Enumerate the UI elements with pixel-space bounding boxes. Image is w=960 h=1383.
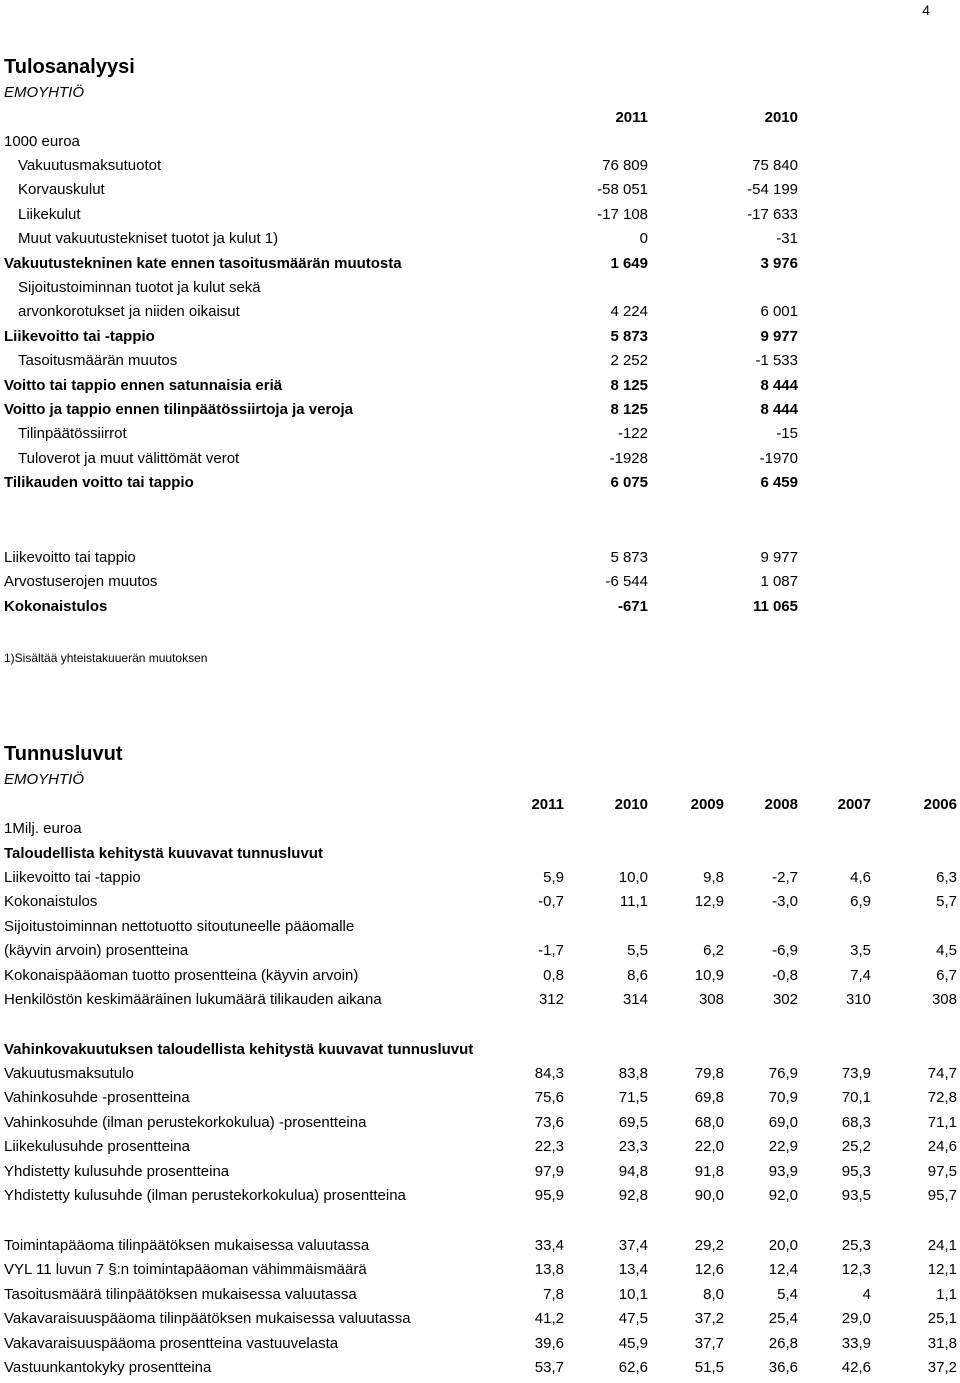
row-value: 5,4 [777,1285,798,1303]
row-value: 10,1 [618,1285,648,1303]
row-value: 68,0 [694,1113,724,1131]
row-label: Toimintapääoma tilinpäätöksen mukaisessa valuutassa [4,1237,370,1254]
row-label: Sijoitustoiminnan nettotuotto sitoutuneelle pääomalle [4,917,355,935]
row-value: 26,8 [768,1334,798,1352]
tulos-footnote: 1)Sisältää yhteistakuuerän muutoksen [4,651,208,665]
row-value: 12,1 [927,1261,957,1279]
row-label: Vakuutusmaksutuotot [18,157,162,174]
row-value: -58 051 [597,181,648,199]
table-row [0,352,960,376]
row-value: 22,0 [694,1138,724,1156]
row-value: 1,1 [936,1285,957,1303]
row-value: 69,8 [694,1089,724,1107]
row-value: 8 125 [610,401,648,418]
row-value: 41,2 [534,1310,564,1328]
table-row [0,991,960,1015]
row-value: 97,5 [927,1162,957,1180]
tulos-year-header-2010: 2010 [764,109,798,126]
row-value: 33,9 [841,1334,871,1352]
row-value: 12,4 [768,1261,798,1279]
row-value: 3,5 [850,942,871,960]
row-value: 7,4 [850,966,871,984]
row-value: 314 [622,991,648,1008]
table-row [0,1163,960,1187]
row-value: 73,9 [841,1065,871,1082]
row-value: 68,3 [841,1113,871,1131]
table-row [0,1065,960,1089]
row-label: arvonkorotukset ja niiden oikaisut [18,303,240,321]
row-value: 95,9 [534,1187,564,1204]
row-value: -17 633 [747,205,798,223]
table-row [0,967,960,991]
table-row [0,474,960,498]
row-value: -122 [617,425,648,443]
row-label: (käyvin arvoin) prosentteina [4,942,189,960]
table-row [0,328,960,352]
row-value: -1 533 [755,352,798,370]
row-value: 5 873 [610,549,648,566]
row-label: Voitto tai tappio ennen satunnaisia eriä [4,376,283,394]
row-value: 9 977 [760,549,798,566]
row-value: 24,1 [927,1237,957,1254]
row-value: 93,9 [768,1162,798,1180]
row-label: Liikekulusuhde prosentteina [4,1138,190,1156]
tunnus-section1-title: Taloudellista kehitystä kuuvavat tunnusluvut [4,845,323,862]
row-value: 37,2 [927,1359,957,1376]
table-row [0,893,960,917]
row-value: 73,6 [534,1113,564,1131]
year-header: 2011 [531,796,564,813]
row-value: 4,5 [936,942,957,960]
row-value: -6 544 [605,573,648,591]
row-value: -0,7 [538,893,564,911]
row-value: 29,2 [694,1237,724,1254]
row-value: 92,8 [618,1187,648,1204]
row-value: 22,9 [768,1138,798,1156]
row-value: 8 444 [760,376,798,394]
table-row [0,303,960,327]
row-value: 45,9 [618,1334,648,1352]
row-value: 0 [639,230,648,248]
table-row [0,230,960,254]
row-value: 12,6 [694,1261,724,1279]
row-value: 4,6 [850,869,871,886]
row-value: 25,1 [927,1310,957,1328]
row-label: Liikevoitto tai tappio [4,549,136,566]
row-label: Vahinkosuhde (ilman perustekorkokulua) -prosentteina [4,1113,367,1131]
row-value: 29,0 [841,1310,871,1328]
row-value: -6,9 [772,942,798,960]
row-value: 8 125 [610,376,648,394]
row-value: 5,7 [936,893,957,911]
row-value: 312 [538,991,564,1008]
row-value: 94,8 [618,1162,648,1180]
row-value: 13,8 [534,1261,564,1279]
table-row [0,255,960,279]
table-row [0,425,960,449]
row-value: 69,5 [618,1113,648,1131]
row-value: 4 224 [610,303,648,321]
row-label: Vakuutusmaksutulo [4,1065,134,1082]
row-value: 13,4 [618,1261,648,1279]
row-label: Vastuunkantokyky prosentteina [4,1359,212,1376]
row-value: 97,9 [534,1162,564,1180]
row-value: 84,3 [534,1065,564,1082]
tulos-title: Tulosanalyysi [4,56,135,78]
row-value: 47,5 [618,1310,648,1328]
table-row [0,1187,960,1211]
row-label: Liikevoitto tai -tappio [4,327,155,345]
row-value: 20,0 [768,1237,798,1254]
row-value: 8 444 [760,401,798,418]
row-value: 4 [862,1285,871,1303]
row-value: -671 [617,597,648,615]
row-value: 91,8 [694,1162,724,1180]
row-value: -1,7 [538,942,564,960]
row-label: Tilinpäätössiirrot [18,425,127,443]
row-value: 308 [931,991,957,1008]
row-value: 24,6 [927,1138,957,1156]
row-value: 6 075 [610,474,648,492]
tunnus-subtitle: EMOYHTIÖ [4,771,85,788]
row-label: Tasoitusmäärän muutos [18,352,178,370]
table-row [0,1089,960,1113]
row-value: 6 001 [760,303,798,321]
row-value: 95,3 [841,1162,871,1180]
row-value: 79,8 [694,1065,724,1082]
row-label: Voitto ja tappio ennen tilinpäätössiirtoja ja veroja [4,401,353,418]
row-value: -1928 [609,449,648,467]
table-row [0,1261,960,1285]
row-value: 90,0 [694,1187,724,1204]
row-value: 70,9 [768,1089,798,1107]
table-row [0,377,960,401]
table-row [0,1114,960,1138]
row-value: -54 199 [747,181,798,199]
row-value: 5,9 [543,869,564,886]
row-value: 12,9 [694,893,724,911]
table-row [0,1310,960,1334]
row-value: -17 108 [597,205,648,223]
row-value: 23,3 [618,1138,648,1156]
table-row [0,549,960,573]
row-value: 11,1 [619,893,648,911]
row-value: 71,1 [927,1113,957,1131]
table-row [0,598,960,622]
table-row [0,918,960,942]
year-header: 2010 [614,796,648,813]
row-value: 75 840 [752,157,798,174]
row-value: 2 252 [610,352,648,370]
table-row [0,1335,960,1359]
tulos-unit: 1000 euroa [4,133,80,150]
row-value: 53,7 [534,1359,564,1376]
row-value: 37,7 [694,1334,724,1352]
table-row [0,279,960,303]
row-value: 1 649 [610,254,648,272]
row-value: -1970 [759,449,798,467]
row-label: Tilikauden voitto tai tappio [4,474,194,492]
row-label: Kokonaispääoman tuotto prosentteina (käyvin arvoin) [4,966,359,984]
table-row [0,1286,960,1310]
row-label: Liikevoitto tai -tappio [4,869,141,886]
tunnus-unit: 1Milj. euroa [4,820,82,837]
row-label: VYL 11 luvun 7 §:n toimintapääoman vähimmäismäärä [4,1261,367,1279]
row-value: -3,0 [772,893,798,911]
row-value: 9,8 [703,869,724,886]
row-value: -2,7 [772,869,798,886]
row-value: 71,5 [618,1089,648,1107]
row-value: 3 976 [760,254,798,272]
row-label: Henkilöstön keskimääräinen lukumäärä tilikauden aikana [4,991,382,1008]
row-value: 8,6 [627,966,648,984]
row-value: 33,4 [534,1237,564,1254]
tulos-subtitle: EMOYHTIÖ [4,84,85,101]
row-value: 6,9 [850,893,871,911]
row-value: 7,8 [543,1285,564,1303]
row-value: 0,8 [543,966,564,984]
row-value: -15 [776,425,798,443]
row-value: 6,3 [936,869,957,886]
row-label: Tuloverot ja muut välittömät verot [18,449,240,467]
tulos-year-header-2011: 2011 [615,109,648,126]
row-value: 95,7 [927,1187,957,1204]
row-label: Yhdistetty kulusuhde (ilman perustekorkokulua) prosentteina [4,1187,406,1204]
row-value: -31 [776,230,798,248]
row-label: Liikekulut [18,205,81,223]
row-label: Yhdistetty kulusuhde prosentteina [4,1162,230,1180]
row-value: 70,1 [841,1089,871,1107]
row-value: 76,9 [768,1065,798,1082]
row-label: Muut vakuutustekniset tuotot ja kulut 1) [18,230,279,248]
year-header: 2008 [764,796,798,813]
row-value: 69,0 [768,1113,798,1131]
row-value: 302 [772,991,798,1008]
row-label: Vakavaraisuuspääoma prosentteina vastuuvelasta [4,1334,339,1352]
table-row [0,1359,960,1383]
row-value: 11 065 [752,597,798,615]
row-value: 37,2 [694,1310,724,1328]
row-value: 76 809 [602,157,648,174]
table-row [0,869,960,893]
page-number: 4 [922,2,930,18]
row-value: 6 459 [760,474,798,492]
row-label: Arvostuserojen muutos [4,573,158,591]
year-header: 2009 [690,796,724,813]
row-value: 1 087 [760,573,798,591]
row-value: 25,4 [768,1310,798,1328]
table-row [0,181,960,205]
row-value: 72,8 [927,1089,957,1107]
row-value: -0,8 [772,966,798,984]
row-value: 9 977 [760,327,798,345]
table-row [0,1138,960,1162]
row-label: Korvauskulut [18,181,105,199]
row-value: 6,7 [936,966,957,984]
table-row [0,450,960,474]
row-label: Vakuutustekninen kate ennen tasoitusmäärän muutosta [4,254,402,272]
table-row [0,206,960,230]
row-label: Vahinkosuhde -prosentteina [4,1089,190,1107]
row-value: 310 [845,991,871,1008]
year-header: 2007 [837,796,871,813]
row-value: 25,3 [841,1237,871,1254]
table-row [0,157,960,181]
row-value: 8,0 [703,1285,724,1303]
row-value: 62,6 [618,1359,648,1376]
row-value: 5,5 [627,942,648,960]
row-label: Kokonaistulos [4,893,98,911]
row-value: 10,9 [694,966,724,984]
row-value: 83,8 [618,1065,648,1082]
row-value: 74,7 [927,1065,957,1082]
year-header: 2006 [923,796,957,813]
row-value: 93,5 [841,1187,871,1204]
row-value: 308 [698,991,724,1008]
row-label: Sijoitustoiminnan tuotot ja kulut sekä [18,279,261,296]
row-value: 42,6 [841,1359,871,1376]
table-row [0,1237,960,1261]
table-row [0,942,960,966]
row-label: Kokonaistulos [4,597,108,615]
tunnus-title: Tunnusluvut [4,743,123,765]
row-value: 12,3 [841,1261,871,1279]
table-row [0,573,960,597]
row-value: 36,6 [768,1359,798,1376]
row-value: 37,4 [618,1237,648,1254]
row-value: 25,2 [841,1138,871,1156]
row-value: 92,0 [768,1187,798,1204]
table-row [0,401,960,425]
row-value: 75,6 [534,1089,564,1107]
tunnus-section2-title: Vahinkovakuutuksen taloudellista kehitystä kuuvavat tunnusluvut [4,1041,474,1058]
row-label: Vakavaraisuuspääoma tilinpäätöksen mukaisessa valuutassa [4,1310,411,1328]
row-value: 10,0 [618,869,648,886]
row-value: 22,3 [534,1138,564,1156]
row-value: 6,2 [703,942,724,960]
row-value: 51,5 [694,1359,724,1376]
row-value: 5 873 [610,327,648,345]
row-label: Tasoitusmäärä tilinpäätöksen mukaisessa valuutassa [4,1285,357,1303]
row-value: 39,6 [534,1334,564,1352]
row-value: 31,8 [927,1334,957,1352]
